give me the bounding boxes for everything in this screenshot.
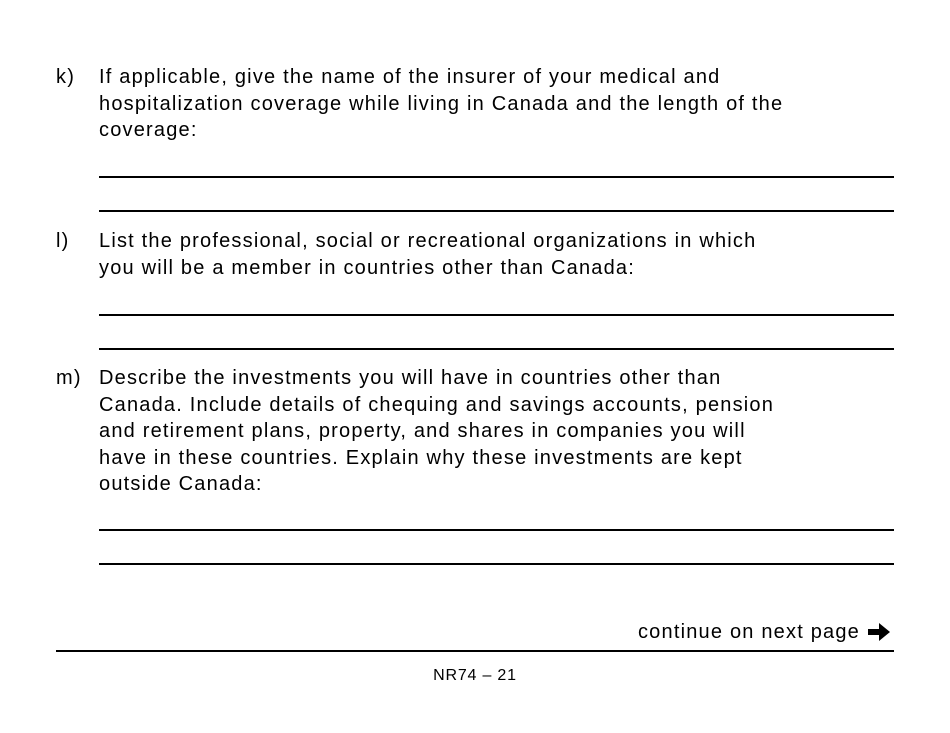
arrow-right-icon	[866, 621, 892, 643]
question-k-answer-line-2[interactable]	[99, 210, 894, 212]
question-k-letter: k)	[56, 66, 76, 88]
question-m-text: Describe the investments you will have in countries other than Canada. Include details of chequing and savings accounts, pension and retirement plans, property, and shares in companies you will have in these countries. Explain why these investments are kept outside Canada:	[99, 367, 775, 495]
page-number: NR74 – 21	[433, 667, 517, 684]
footer-divider	[56, 650, 894, 652]
question-m-answer-line-2[interactable]	[99, 563, 894, 565]
continue-label: continue on next page	[637, 621, 860, 643]
question-l-letter: l)	[56, 230, 70, 252]
question-k-text: If applicable, give the name of the insurer of your medical and hospitalization coverage while living in Canada and the length of the coverage:	[99, 66, 784, 141]
question-m-letter: m)	[56, 367, 82, 389]
question-l-answer-line-1[interactable]	[99, 314, 894, 316]
question-m-answer-line-1[interactable]	[99, 529, 894, 531]
continue-on-next-page	[638, 619, 892, 645]
question-k-answer-line-1[interactable]	[99, 176, 894, 178]
question-l-answer-line-2[interactable]	[99, 348, 894, 350]
question-l-text: List the professional, social or recreational organizations in which you will be a member in countries other than Canada:	[99, 230, 757, 279]
